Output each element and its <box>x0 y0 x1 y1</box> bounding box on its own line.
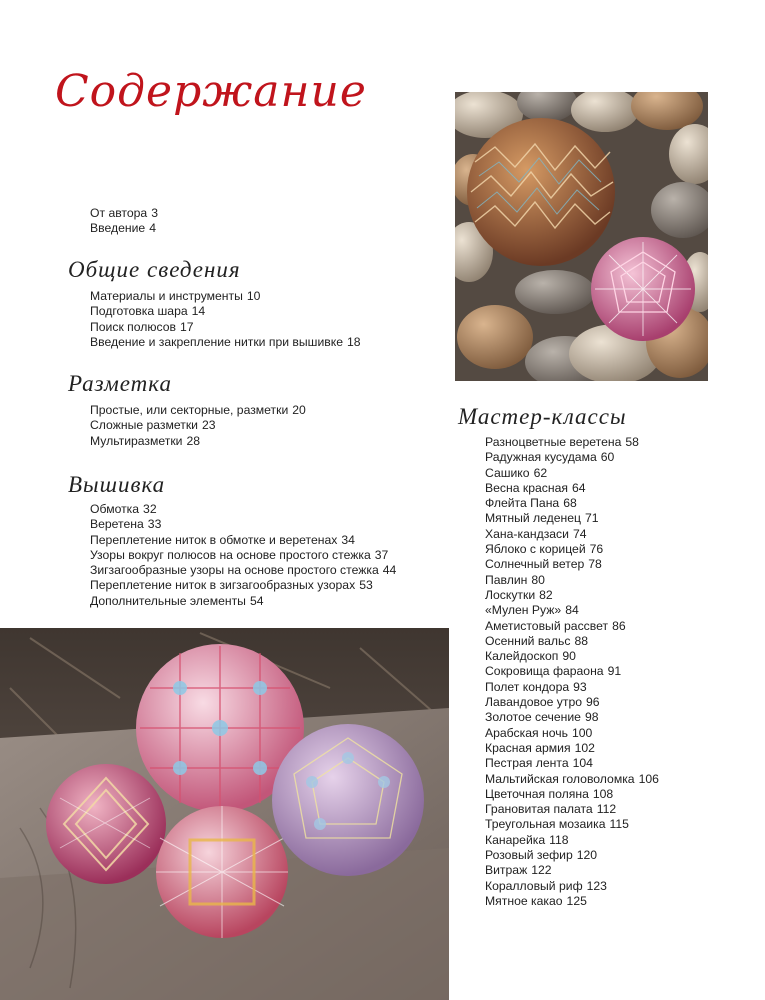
toc-entry-label: Полет кондора <box>485 679 570 694</box>
toc-entry <box>90 434 306 449</box>
embroidery-list <box>90 502 396 609</box>
toc-entry <box>485 481 659 496</box>
toc-entry-label: Розовый зефир <box>485 848 573 863</box>
toc-entry-page: 91 <box>607 664 622 679</box>
toc-entry <box>485 649 659 664</box>
toc-entry-page: 78 <box>588 557 602 572</box>
toc-entry-page: 115 <box>609 817 629 832</box>
toc-entry-label: Лавандовое утро <box>485 695 583 710</box>
toc-entry-page: 102 <box>574 740 595 755</box>
toc-entry-page: 54 <box>249 593 264 608</box>
toc-entry-label: Флейта Пана <box>485 496 560 511</box>
toc-entry-label: Веретена <box>90 517 144 532</box>
toc-entry-page: 10 <box>246 289 261 303</box>
toc-entry-page: 53 <box>359 578 373 593</box>
toc-entry-page: 34 <box>341 532 355 547</box>
toc-entry-label: Арабская ночь <box>485 725 568 740</box>
toc-entry-page: 17 <box>180 319 194 334</box>
toc-entry-page: 20 <box>292 403 306 417</box>
toc-entry-page: 125 <box>566 893 587 908</box>
toc-entry-page: 76 <box>589 542 604 557</box>
toc-entry <box>485 557 659 572</box>
toc-entry-page: 32 <box>143 502 157 516</box>
toc-entry <box>485 450 659 465</box>
toc-entry-label: Павлин <box>485 572 528 587</box>
toc-entry-label: «Мулен Руж» <box>485 603 562 618</box>
toc-entry <box>90 548 396 563</box>
toc-entry-label: Хана-кандзаси <box>485 526 569 541</box>
toc-entry-label: Простые, или секторные, разметки <box>90 403 289 417</box>
toc-entry-label: Обмотка <box>90 502 140 516</box>
toc-entry-label: Радужная кусудама <box>485 450 597 465</box>
toc-entry-label: Переплетение ниток в зигзагообразных узорах <box>90 578 356 593</box>
toc-entry-label: Грановитая палата <box>485 802 593 817</box>
toc-entry-page: 88 <box>574 633 589 648</box>
toc-entry-label: Мятный леденец <box>485 511 582 526</box>
intro-list <box>90 206 158 237</box>
toc-entry <box>485 787 659 802</box>
toc-entry-label: Яблоко с корицей <box>485 542 586 557</box>
toc-entry <box>485 619 659 634</box>
section-title-marking: Разметка <box>68 371 172 396</box>
marking-list <box>90 403 306 449</box>
section-title-masterclasses: Мастер-классы <box>458 404 627 429</box>
toc-entry-page: 74 <box>572 526 587 541</box>
toc-entry <box>485 664 659 679</box>
toc-entry-page: 112 <box>596 802 617 817</box>
toc-entry-page: 33 <box>147 517 162 532</box>
general-list <box>90 289 361 350</box>
toc-entry <box>485 634 659 649</box>
toc-entry-label: Введение <box>90 221 146 236</box>
toc-entry-label: Подготовка шара <box>90 304 188 319</box>
toc-entry-label: Пестрая лента <box>485 756 569 771</box>
toc-entry-page: 68 <box>563 496 577 511</box>
toc-entry <box>485 817 659 832</box>
toc-entry-label: Золотое сечение <box>485 710 581 725</box>
toc-entry-label: Сашико <box>485 465 530 480</box>
toc-entry <box>485 527 659 542</box>
toc-entry-page: 3 <box>151 206 158 220</box>
toc-entry <box>90 578 396 593</box>
toc-entry <box>485 466 659 481</box>
toc-entry-page: 120 <box>576 848 598 863</box>
toc-entry-label: Цветочная поляна <box>485 786 589 801</box>
toc-entry-label: Весна красная <box>485 480 568 495</box>
toc-entry <box>485 879 659 894</box>
toc-entry <box>90 533 396 548</box>
toc-entry-page: 123 <box>586 878 607 893</box>
toc-entry-label: Мальтийская головоломка <box>485 771 635 786</box>
toc-entry <box>485 833 659 848</box>
page-title: Содержание <box>55 66 367 117</box>
toc-entry <box>485 756 659 771</box>
toc-entry-page: 62 <box>533 465 548 480</box>
toc-entry-page: 84 <box>565 603 579 618</box>
toc-entry <box>485 863 659 878</box>
toc-entry <box>90 563 396 578</box>
temari-pebbles-photo <box>455 92 708 381</box>
toc-entry <box>90 289 361 304</box>
toc-entry <box>90 206 158 221</box>
temari-rock-photo <box>0 628 449 1000</box>
toc-entry-label: Витраж <box>485 863 528 878</box>
section-title-embroidery: Вышивка <box>68 472 166 497</box>
toc-entry-label: Сокровища фараона <box>485 664 604 679</box>
toc-entry <box>90 320 361 335</box>
toc-entry <box>485 695 659 710</box>
toc-entry-page: 80 <box>531 572 545 587</box>
toc-entry <box>485 542 659 557</box>
toc-entry <box>485 496 659 511</box>
toc-entry-page: 60 <box>600 450 615 465</box>
toc-entry <box>485 573 659 588</box>
toc-entry <box>90 502 396 517</box>
toc-entry-label: Осенний вальс <box>485 633 571 648</box>
toc-entry-page: 90 <box>562 649 576 664</box>
section-title-general: Общие сведения <box>68 257 241 282</box>
toc-entry-label: Переплетение ниток в обмотке и веретенах <box>90 532 338 547</box>
toc-entry-label: Введение и закрепление нитки при вышивке <box>90 334 343 349</box>
toc-entry-page: 122 <box>531 863 552 878</box>
toc-entry-label: Калейдоскоп <box>485 649 559 664</box>
toc-entry-label: Узоры вокруг полюсов на основе простого стежка <box>90 547 371 562</box>
toc-entry-page: 100 <box>571 725 593 740</box>
toc-entry <box>485 741 659 756</box>
toc-entry <box>485 680 659 695</box>
toc-entry <box>485 588 659 603</box>
toc-entry-label: Красная армия <box>485 740 571 755</box>
toc-entry-page: 96 <box>586 695 600 710</box>
toc-entry <box>485 726 659 741</box>
toc-entry-label: Дополнительные элементы <box>90 593 246 608</box>
toc-entry <box>90 304 361 319</box>
toc-entry-page: 44 <box>382 563 397 578</box>
toc-entry-label: От автора <box>90 206 148 220</box>
toc-entry-page: 98 <box>584 710 599 725</box>
toc-entry-label: Мультиразметки <box>90 433 183 448</box>
toc-entry-page: 82 <box>539 587 553 602</box>
toc-entry <box>90 594 396 609</box>
toc-entry-label: Мятное какао <box>485 893 563 908</box>
toc-entry-label: Треугольная мозаика <box>485 817 606 832</box>
toc-entry-label: Коралловый риф <box>485 878 583 893</box>
toc-entry <box>485 511 659 526</box>
toc-entry-page: 64 <box>572 480 586 495</box>
toc-entry <box>90 403 306 418</box>
toc-entry <box>90 221 158 236</box>
toc-entry-label: Солнечный ветер <box>485 557 585 572</box>
toc-entry-page: 18 <box>346 334 361 349</box>
toc-entry <box>90 418 306 433</box>
toc-entry-label: Поиск полюсов <box>90 319 177 334</box>
toc-entry <box>485 710 659 725</box>
toc-entry <box>485 802 659 817</box>
toc-entry <box>485 772 659 787</box>
toc-entry-label: Канарейка <box>485 832 546 847</box>
toc-entry <box>90 335 361 350</box>
toc-entry-page: 58 <box>625 435 639 449</box>
toc-entry-page: 71 <box>585 511 599 526</box>
toc-entry-label: Лоскутки <box>485 587 536 602</box>
toc-entry-label: Аметистовый рассвет <box>485 618 609 633</box>
toc-entry <box>90 517 396 532</box>
toc-entry-label: Материалы и инструменты <box>90 289 243 303</box>
toc-entry <box>485 894 659 909</box>
toc-entry-page: 108 <box>592 786 614 801</box>
toc-entry-page: 23 <box>201 418 216 433</box>
toc-entry-label: Зигзагообразные узоры на основе простого стежка <box>90 563 379 578</box>
masterclasses-list <box>485 435 659 909</box>
toc-entry <box>485 848 659 863</box>
toc-entry-page: 118 <box>549 832 569 847</box>
toc-entry-page: 4 <box>149 221 156 236</box>
toc-entry-page: 14 <box>191 304 206 319</box>
toc-entry-label: Сложные разметки <box>90 418 198 433</box>
toc-entry-label: Разноцветные веретена <box>485 435 622 449</box>
toc-entry-page: 86 <box>612 618 626 633</box>
toc-entry-page: 28 <box>186 433 201 448</box>
toc-entry-page: 104 <box>572 756 593 771</box>
toc-entry <box>485 603 659 618</box>
toc-entry-page: 106 <box>638 771 659 786</box>
toc-entry <box>485 435 659 450</box>
toc-entry-page: 93 <box>573 679 587 694</box>
toc-entry-page: 37 <box>374 547 389 562</box>
